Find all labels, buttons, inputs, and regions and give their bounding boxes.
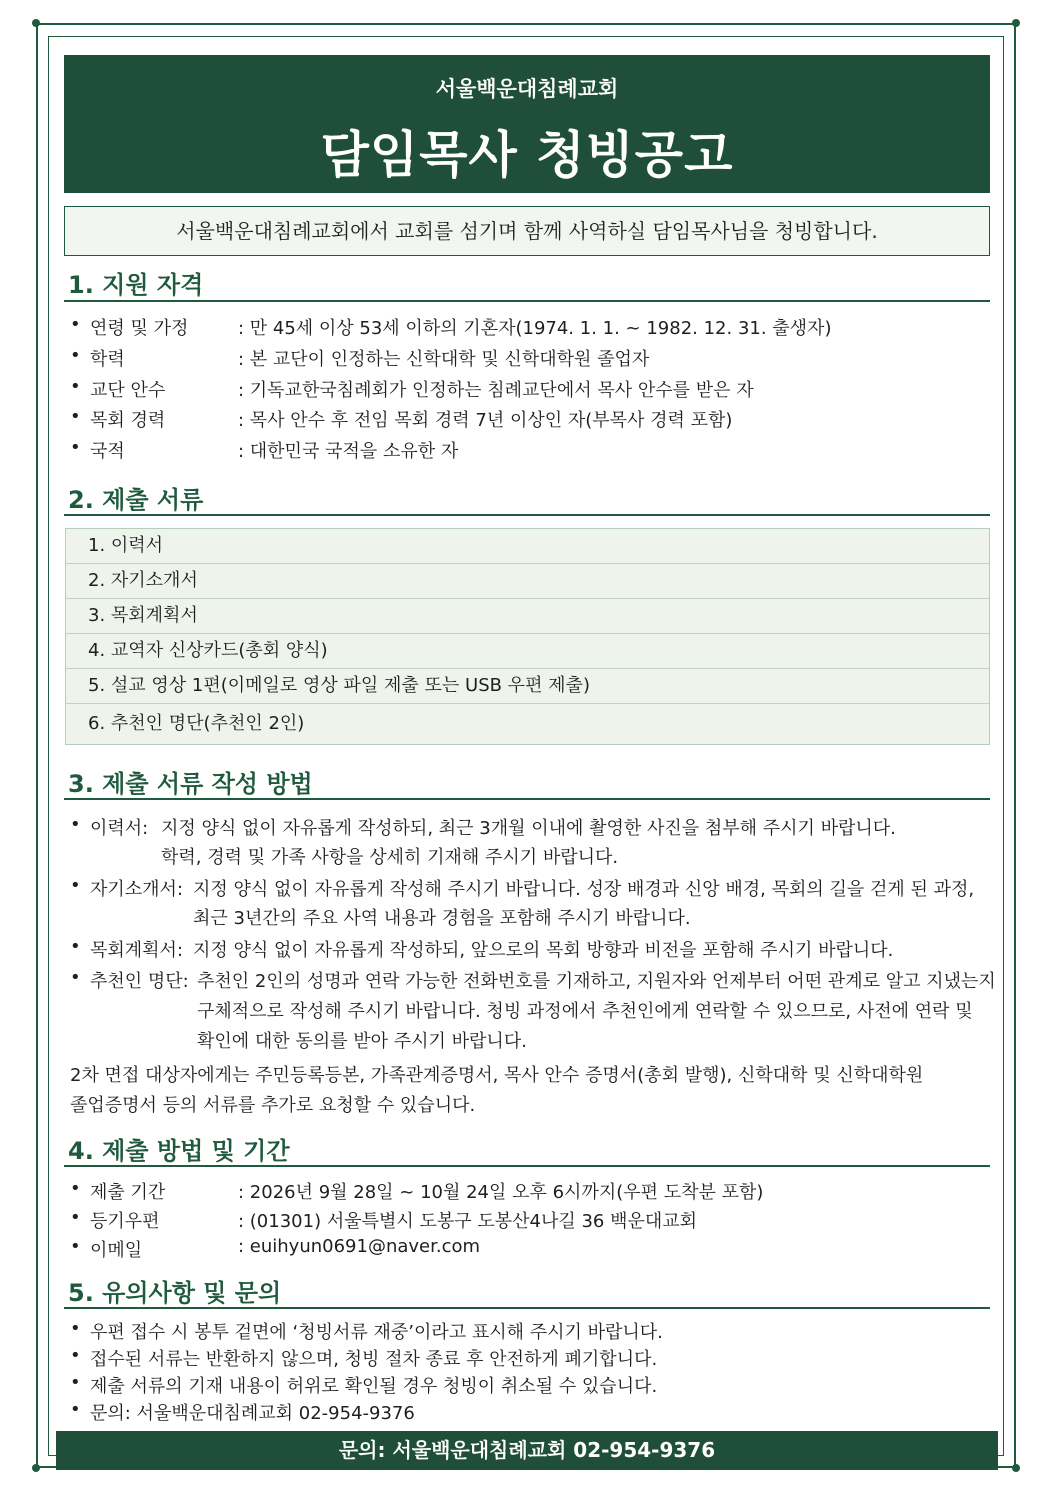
note-item: 우편 접수 시 봉투 겉면에 ‘청빙서류 재중’이라고 표시해 주시기 바랍니다. xyxy=(90,1322,663,1343)
submission-label: 이메일 xyxy=(90,1240,143,1261)
section-divider xyxy=(64,1307,990,1309)
bullet: • xyxy=(70,406,81,427)
submission-value: : 2026년 9월 28일 ~ 10월 24일 오후 6시까지(우편 도착분 포함) xyxy=(238,1182,764,1203)
document-item: 5. 설교 영상 1편(이메일로 영상 파일 제출 또는 USB 우편 제출) xyxy=(66,669,989,704)
corner-dot xyxy=(1012,19,1020,27)
resume-label: 이력서: xyxy=(90,818,149,839)
qual-label: 학력 xyxy=(90,349,125,370)
note-item: 문의: 서울백운대침례교회 02-954-9376 xyxy=(90,1403,415,1424)
corner-dot xyxy=(32,1464,40,1472)
intro-box: 서울백운대침례교회에서 교회를 섬기며 함께 사역하실 담임목사님을 청빙합니다. xyxy=(64,206,990,256)
submission-label: 제출 기간 xyxy=(90,1182,166,1203)
section-title-submission: 4. 제출 방법 및 기간 xyxy=(68,1137,290,1165)
bullet: • xyxy=(70,1318,81,1339)
corner-dot xyxy=(32,19,40,27)
bullet: • xyxy=(70,1345,81,1366)
submission-value: : (01301) 서울특별시 도봉구 도봉산4나길 36 백운대교회 xyxy=(238,1211,698,1232)
bullet: • xyxy=(70,376,81,397)
bullet: • xyxy=(70,1236,81,1257)
page-title: 담임목사 청빙공고 xyxy=(320,126,734,184)
section-divider xyxy=(64,300,990,302)
section-title-documents: 2. 제출 서류 xyxy=(68,486,204,514)
qual-label: 교단 안수 xyxy=(90,380,166,401)
plan-label: 목회계획서: xyxy=(90,940,184,961)
qual-label: 연령 및 가정 xyxy=(90,318,189,339)
document-list xyxy=(65,528,990,745)
referees-label: 추천인 명단: xyxy=(90,971,189,992)
intro-letter-text: 최근 3년간의 주요 사역 내용과 경험을 포함해 주시기 바랍니다. xyxy=(193,908,691,929)
bullet: • xyxy=(70,1372,81,1393)
qual-value: : 대한민국 국적을 소유한 자 xyxy=(238,441,459,462)
intro-letter-label: 자기소개서: xyxy=(90,879,184,900)
section-title-qualifications: 1. 지원 자격 xyxy=(68,271,204,299)
plan-text: 지정 양식 없이 자유롭게 작성하되, 앞으로의 목회 방향과 비전을 포함해 주시기 바랍니다. xyxy=(193,940,894,961)
note-item: 제출 서류의 기재 내용이 허위로 확인될 경우 청빙이 취소될 수 있습니다. xyxy=(90,1376,658,1397)
section-divider xyxy=(64,1165,990,1167)
bullet: • xyxy=(70,314,81,335)
document-item: 3. 목회계획서 xyxy=(66,599,989,634)
qual-value: : 기독교한국침례회가 인정하는 침례교단에서 목사 안수를 받은 자 xyxy=(238,380,754,401)
section-divider xyxy=(64,798,990,800)
document-item: 1. 이력서 xyxy=(66,529,989,564)
bullet: • xyxy=(70,936,81,957)
additional-docs-note: 2차 면접 대상자에게는 주민등록등본, 가족관계증명서, 목사 안수 증명서(총회 발행), 신학대학 및 신학대학원 xyxy=(70,1065,924,1086)
bullet: • xyxy=(70,875,81,896)
resume-text: 지정 양식 없이 자유롭게 작성하되, 최근 3개월 이내에 촬영한 사진을 첨부해 주시기 바랍니다. xyxy=(161,818,896,839)
section-divider xyxy=(64,514,990,516)
referees-text: 추천인 2인의 성명과 연락 가능한 전화번호를 기재하고, 지원자와 언제부터 어떤 관계로 알고 지냈는지 xyxy=(197,971,996,992)
corner-dot xyxy=(1012,1464,1020,1472)
note-item: 접수된 서류는 반환하지 않으며, 청빙 절차 종료 후 안전하게 폐기합니다. xyxy=(90,1349,658,1370)
qual-value: : 만 45세 이상 53세 이하의 기혼자(1974. 1. 1. ~ 1982. 12. 31. 출생자) xyxy=(238,318,832,339)
document-item: 4. 교역자 신상카드(총회 양식) xyxy=(66,634,989,669)
intro-letter-text: 지정 양식 없이 자유롭게 작성해 주시기 바랍니다. 성장 배경과 신앙 배경, 목회의 길을 걷게 된 과정, xyxy=(193,879,975,900)
qual-label: 국적 xyxy=(90,441,125,462)
submission-label: 등기우편 xyxy=(90,1211,160,1232)
bullet: • xyxy=(70,437,81,458)
additional-docs-note: 졸업증명서 등의 서류를 추가로 요청할 수 있습니다. xyxy=(70,1095,476,1116)
resume-text: 학력, 경력 및 가족 사항을 상세히 기재해 주시기 바랍니다. xyxy=(161,847,619,868)
section-title-writing: 3. 제출 서류 작성 방법 xyxy=(68,770,313,798)
bullet: • xyxy=(70,814,81,835)
referees-text: 확인에 대한 동의를 받아 주시기 바랍니다. xyxy=(197,1031,527,1052)
bullet: • xyxy=(70,345,81,366)
email-address: : euihyun0691@naver.com xyxy=(238,1236,481,1257)
bullet: • xyxy=(70,967,81,988)
qual-value: : 목사 안수 후 전임 목회 경력 7년 이상인 자(부목사 경력 포함) xyxy=(238,410,733,431)
footer-contact: 문의: 서울백운대침례교회 02-954-9376 xyxy=(56,1431,998,1470)
document-item: 2. 자기소개서 xyxy=(66,564,989,599)
header-banner xyxy=(64,55,990,193)
qual-label: 목회 경력 xyxy=(90,410,166,431)
bullet: • xyxy=(70,1178,81,1199)
bullet: • xyxy=(70,1399,81,1420)
referees-text: 구체적으로 작성해 주시기 바랍니다. 청빙 과정에서 추천인에게 연락할 수 있으므로, 사전에 연락 및 xyxy=(197,1001,973,1022)
qual-value: : 본 교단이 인정하는 신학대학 및 신학대학원 졸업자 xyxy=(238,349,650,370)
document-item: 6. 추천인 명단(추천인 2인) xyxy=(88,713,305,734)
bullet: • xyxy=(70,1207,81,1228)
section-title-notes: 5. 유의사항 및 문의 xyxy=(68,1279,282,1307)
church-name: 서울백운대침례교회 xyxy=(435,77,619,101)
